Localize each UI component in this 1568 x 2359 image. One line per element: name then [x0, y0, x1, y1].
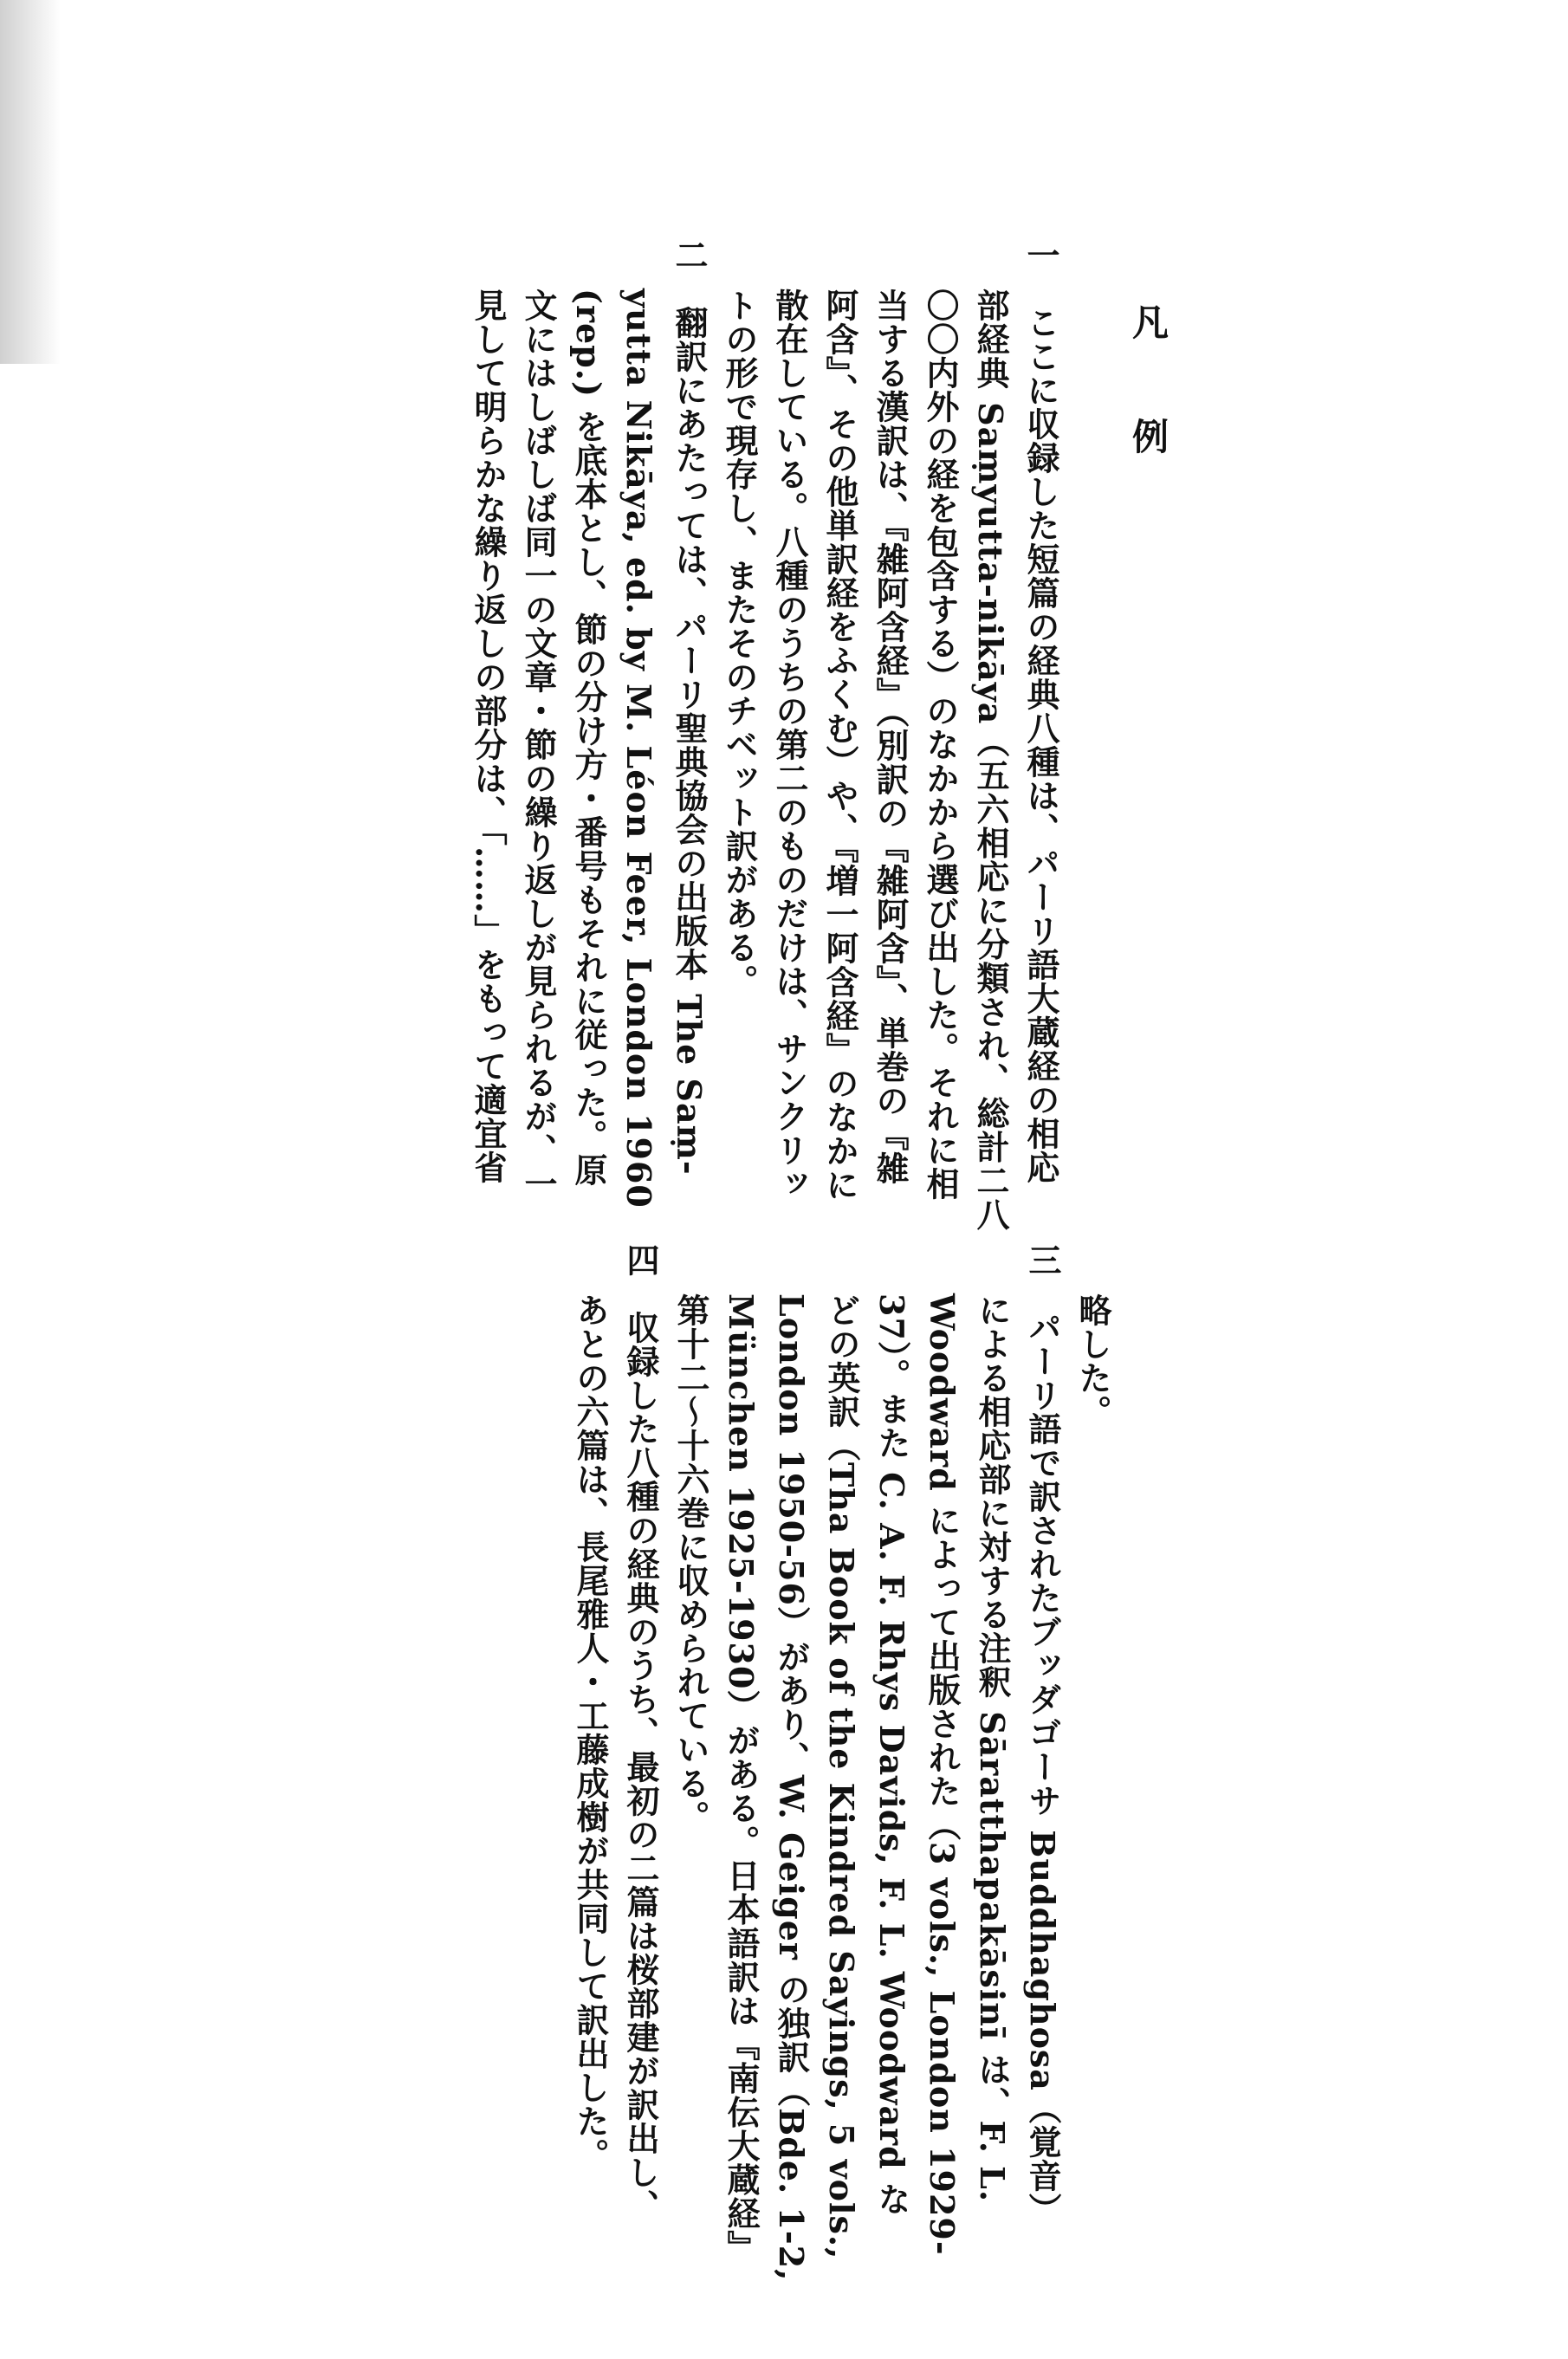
text-line: 散在している。八種のうちの第二のものだけは、サンクリッ [770, 288, 809, 1201]
page-heading: 凡 例 [1127, 303, 1170, 475]
top-text-block [407, 238, 1066, 1232]
text-line: yutta Nikāya, ed. by M. Léon Feer, London 1960 [619, 288, 658, 1209]
text-line: トの形で現存し、またそのチベット訳がある。 [720, 288, 759, 998]
text-line: による相応部に対する注釈 Sāratthapakāsinī は、F. L. [973, 1293, 1012, 2203]
text-line: Woodward によって出版された（3 vols., London 1929- [923, 1293, 962, 2256]
text-line: 当する漢訳は、『雑阿含経』（別訳の『雑阿含』、単巻の『雑 [871, 288, 910, 1185]
text-line: 文にはしばしば同一の文章・節の繰り返しが見られるが、一 [519, 288, 558, 1201]
text-line: München 1925-1930）がある。日本語訳は『南伝大蔵経』 [722, 1293, 761, 2265]
text-line: 一 ここに収録した短篇の経典八種は、パーリ語大蔵経の相応 [1021, 238, 1060, 1184]
text-line: 〇〇内外の経を包含する）のなかから選び出した。それに相 [921, 288, 960, 1201]
text-line: 略した。 [1073, 1293, 1112, 1429]
text-line: 二 翻訳にあたっては、パーリ聖典協会の出版本 The Saṃ- [670, 238, 709, 1176]
page-edge-shadow [0, 0, 61, 364]
text-line: 見して明らかな繰り返しの部分は、「……」をもって適宜省 [469, 288, 508, 1184]
text-line: どの英訳（Tha Book of the Kindred Sayings, 5 vols., [822, 1293, 861, 2260]
bottom-text-block [459, 1243, 1118, 2282]
text-line: 第十二〜十六巻に収められている。 [671, 1293, 710, 1834]
text-line: 37）。また C. A. F. Rhys Davids, F. L. Woodward な [872, 1293, 911, 2216]
text-line: 阿含』、その他単訳経をふくむ）や、『増一阿含経』のなかに [820, 288, 859, 1202]
text-line: 四 収録した八種の経典のうち、最初の二篇は桜部建が訳出し、 [621, 1243, 660, 2223]
text-line: 部経典 Saṃyutta-nikāya（五六相応に分類され、総計二八 [971, 288, 1010, 1232]
text-line: 三 パーリ語で訳されたブッダゴーサ Buddhaghosa（覚音） [1023, 1243, 1062, 2226]
text-line: (rep.) を底本とし、節の分け方・番号もそれに従った。原 [569, 288, 608, 1188]
text-line: あとの六篇は、長尾雅人・工藤成樹が共同して訳出した。 [571, 1293, 610, 2172]
text-line: London 1950-56）があり、W. Geiger の独訳（Bde. 1-2, [772, 1293, 811, 2282]
